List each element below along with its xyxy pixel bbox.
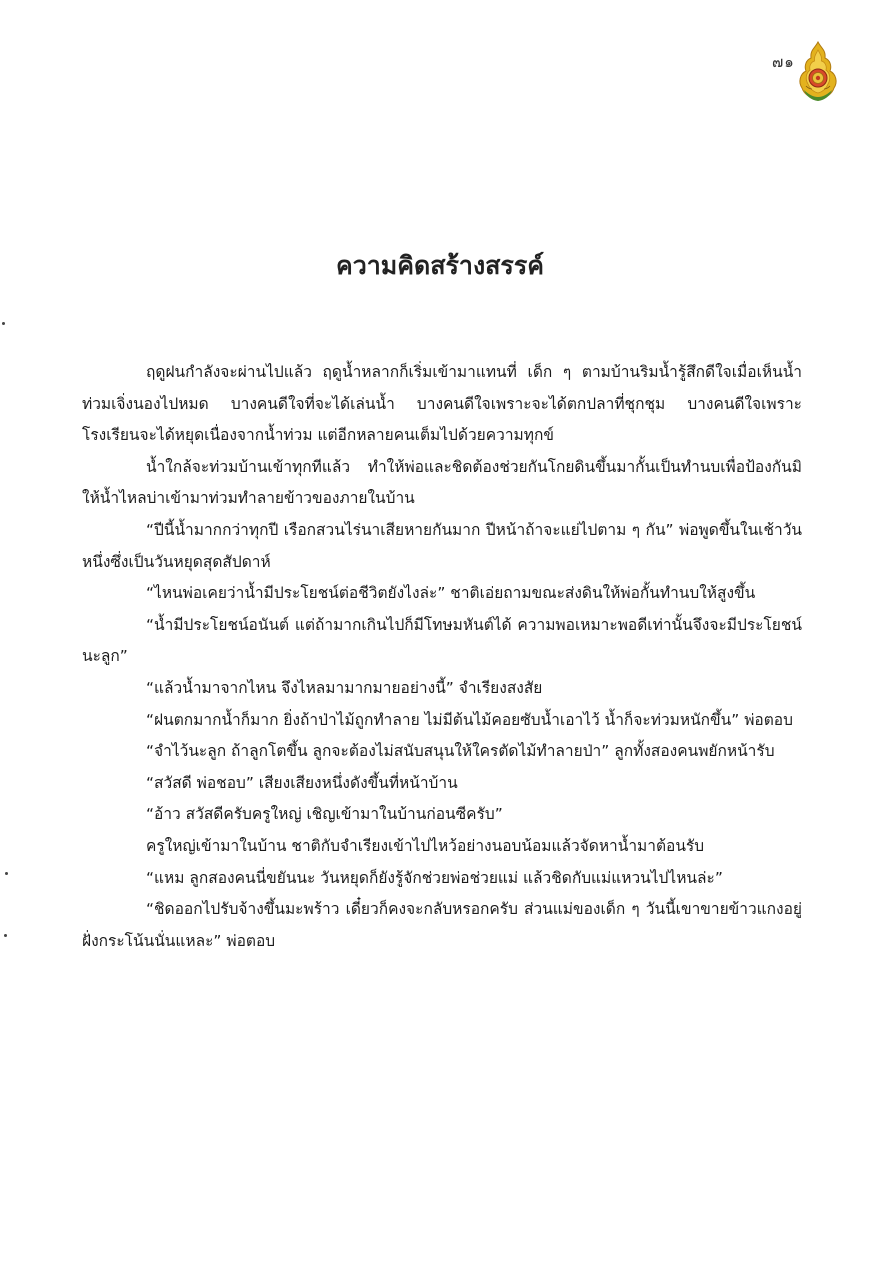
paragraph: ครูใหญ่เข้ามาในบ้าน ชาติกับจำเรียงเข้าไปไหว้อย่างนอบน้อมแล้วจัดหาน้ำมาต้อนรับ (146, 836, 705, 855)
story-body (82, 357, 802, 957)
paragraph: “แหม ลูกสองคนนี่ขยันนะ วันหยุดก็ยังรู้จักช่วยพ่อช่วยแม่ แล้วชิดกับแม่แหวนไปไหนล่ะ” (146, 868, 723, 887)
paragraph: “ชิดออกไปรับจ้างขึ้นมะพร้าว เดี๋ยวก็คงจะกลับหรอกครับ ส่วนแม่ของเด็ก ๆ วันนี้เขาขายข้าวแกงอยู่ฝั่งกระโน้นนั่นแหละ” พ่อตอบ (82, 900, 802, 950)
paragraph: ฤดูฝนกำลังจะผ่านไปแล้ว ฤดูน้ำหลากก็เริ่มเข้ามาแทนที่ เด็ก ๆ ตามบ้านริมน้ำรู้สึกดีใจเมื่อเห็นน้ำท่วมเจิ่งนองไปหมด บางคนดีใจที่จะได้เล่นน้ำ บางคนดีใจเพราะจะได้ตกปลาที่ชุกชุม บางคนดีใจเพราะโรงเรียนจะได้หยุดเนื่องจากน้ำท่วม แต่อีกหลายคนเต็มไปด้วยความทุกข์ (82, 363, 802, 445)
paragraph: “น้ำมีประโยชน์อนันต์ แต่ถ้ามากเกินไปก็มีโทษมหันต์ได้ ความพอเหมาะพอดีเท่านั้นจึงจะมีประโยชน์นะลูก” (82, 615, 802, 666)
paragraph: “อ้าว สวัสดีครับครูใหญ่ เชิญเข้ามาในบ้านก่อนซีครับ” (146, 805, 503, 824)
paragraph: “สวัสดี พ่อชอบ” เสียงเสียงหนึ่งดังขึ้นที่หน้าบ้าน (146, 773, 458, 792)
scan-artifact-dot (4, 934, 7, 937)
paragraph: น้ำใกล้จะท่วมบ้านเข้าทุกทีแล้ว ทำให้พ่อและชิดต้องช่วยกันโกยดินขึ้นมากั้นเป็นทำนบเพื่อป้องกันมิให้น้ำไหลบ่าเข้ามาท่วมทำลายข้าวของภายในบ้าน (82, 457, 802, 508)
scan-artifact-dot (2, 322, 5, 325)
scan-artifact-dot (5, 872, 8, 875)
page-number: ๗๑ (772, 53, 795, 71)
paragraph: “แล้วน้ำมาจากไหน จึงไหลมามากมายอย่างนี้” จำเรียงสงสัย (146, 678, 543, 697)
paragraph: “ปีนี้น้ำมากกว่าทุกปี เรือกสวนไร่นาเสียหายกันมาก ปีหน้าถ้าจะแย่ไปตาม ๆ กัน” พ่อพูดขึ้นในเช้าวันหนึ่งซึ่งเป็นวันหยุดสุดสัปดาห์ (82, 520, 802, 571)
paragraph: “ฝนตกมากน้ำก็มาก ยิ่งถ้าป่าไม้ถูกทำลาย ไม่มีต้นไม้คอยซับน้ำเอาไว้ น้ำก็จะท่วมหนักขึ้น” พ่อตอบ (146, 710, 793, 729)
paragraph: “ไหนพ่อเคยว่าน้ำมีประโยชน์ต่อชีวิตยังไงล่ะ” ชาติเอ่ยถามขณะส่งดินให้พ่อกั้นทำนบให้สูงขึ้น (146, 584, 756, 603)
story-title: ความคิดสร้างสรรค์ (335, 251, 544, 280)
paragraph: “จำไว้นะลูก ถ้าลูกโตขึ้น ลูกจะต้องไม่สนับสนุนให้ใครตัดไม้ทำลายป่า” ลูกทั้งสองคนพยักหน้ารับ (146, 742, 775, 761)
school-emblem-icon (796, 40, 840, 102)
